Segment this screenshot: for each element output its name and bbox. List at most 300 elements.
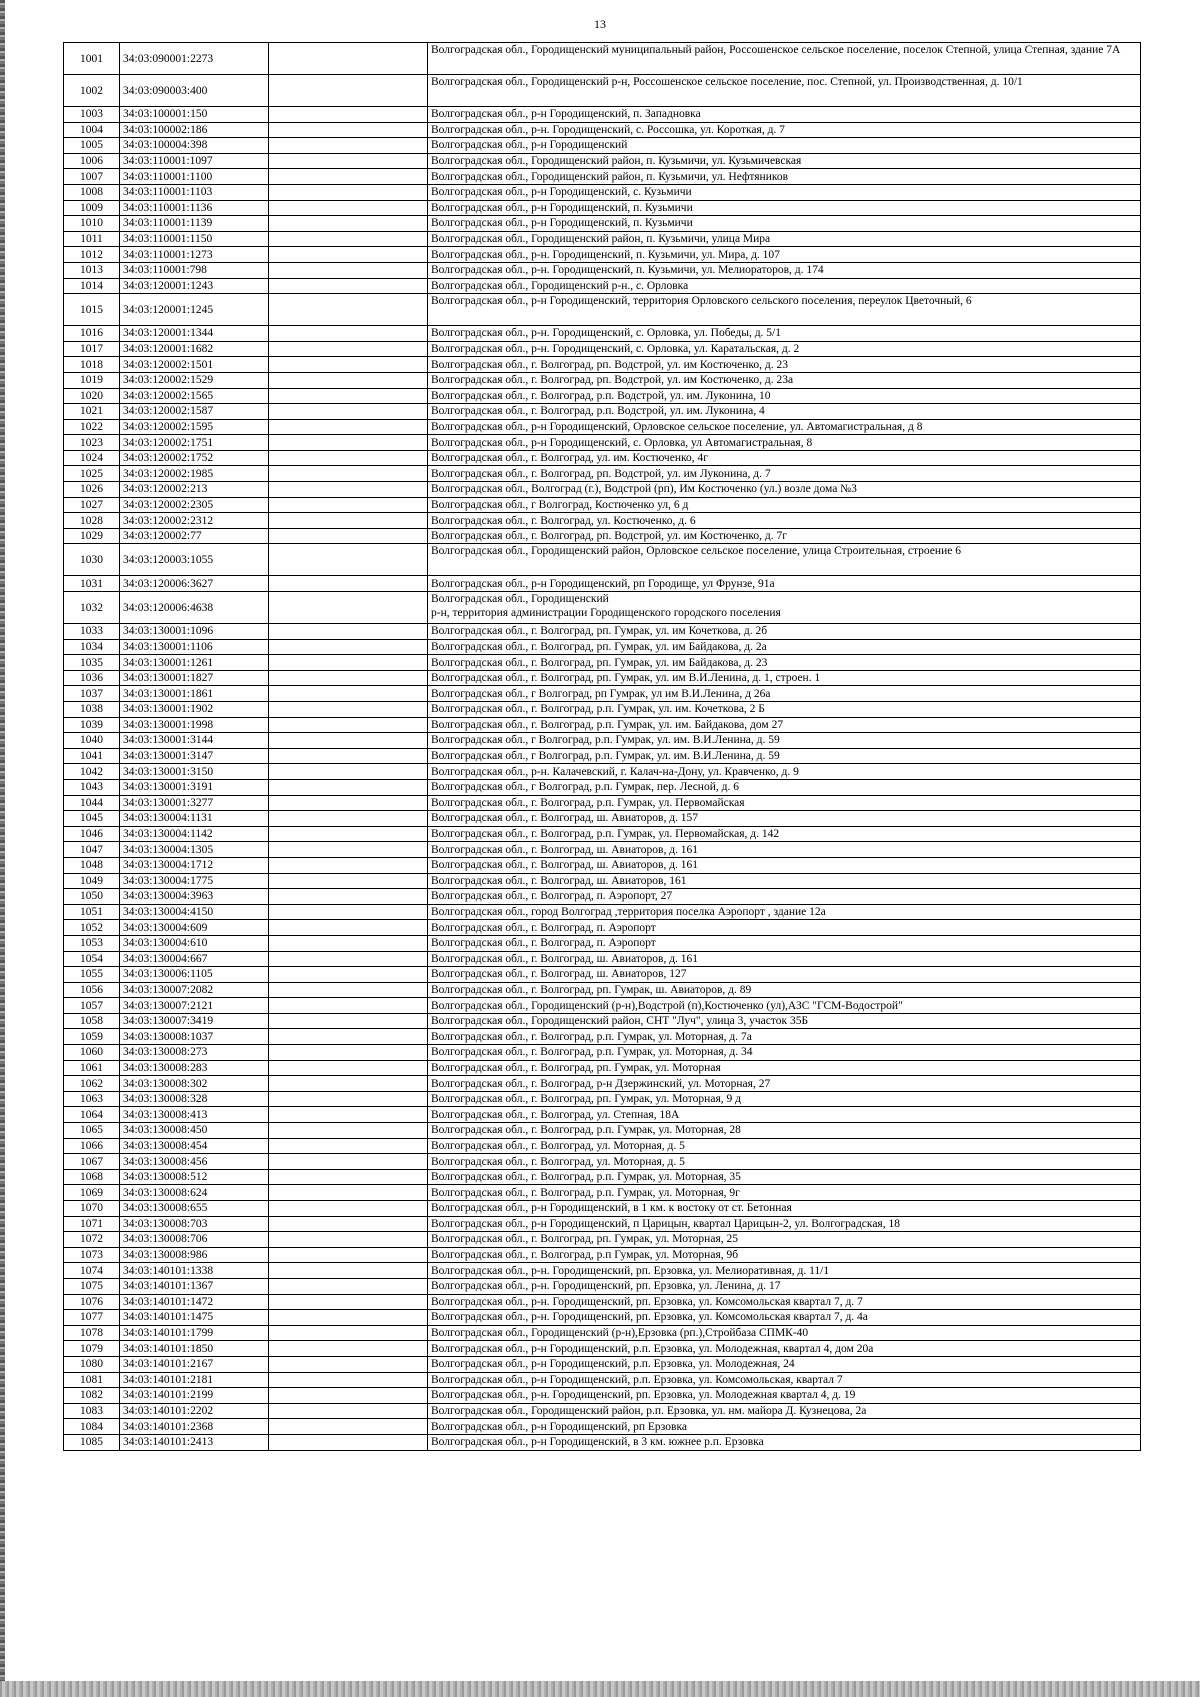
table-row	[64, 326, 1141, 342]
empty-cell	[269, 169, 428, 185]
address-cell: Волгоградская обл., Городищенский район, п. Кузьмичи, ул. Кузьмичевская	[428, 153, 1141, 169]
empty-cell	[269, 1310, 428, 1326]
row-number-cell: 1032	[64, 592, 120, 624]
table-row	[64, 1372, 1141, 1388]
address-cell: Волгоградская обл., г. Волгоград, ул. Моторная, д. 5	[428, 1154, 1141, 1170]
address-cell: Волгоградская обл., Городищенский район, СНТ "Луч", улица 3, участок 35Б	[428, 1013, 1141, 1029]
address-cell: Волгоградская обл., г. Волгоград, ш. Авиаторов, 127	[428, 967, 1141, 983]
table-row	[64, 1216, 1141, 1232]
empty-cell	[269, 998, 428, 1014]
empty-cell	[269, 1123, 428, 1139]
cadastral-number-cell: 34:03:120001:1243	[120, 278, 269, 294]
table-row	[64, 1045, 1141, 1061]
empty-cell	[269, 748, 428, 764]
cadastral-number-cell: 34:03:120002:1751	[120, 435, 269, 451]
empty-cell	[269, 1247, 428, 1263]
row-number-cell: 1085	[64, 1434, 120, 1450]
cadastral-number-cell: 34:03:130007:2082	[120, 982, 269, 998]
address-cell: Волгоградская обл., г. Волгоград, п. Аэропорт	[428, 920, 1141, 936]
table-row	[64, 1294, 1141, 1310]
row-number-cell: 1048	[64, 857, 120, 873]
table-row	[64, 857, 1141, 873]
empty-cell	[269, 435, 428, 451]
empty-cell	[269, 372, 428, 388]
address-cell: Волгоградская обл., Городищенский район, р.п. Ерзовка, ул. нм. майора Д. Кузнецова, 2а	[428, 1403, 1141, 1419]
row-number-cell: 1017	[64, 341, 120, 357]
empty-cell	[269, 1060, 428, 1076]
address-cell: Волгоградская обл., г. Волгоград, р.п. Гумрак, ул. Моторная, 35	[428, 1169, 1141, 1185]
empty-cell	[269, 639, 428, 655]
address-cell: Волгоградская обл., р-н Городищенский, п Царицын, квартал Царицын-2, ул. Волгоградская, 18	[428, 1216, 1141, 1232]
address-cell: Волгоградская обл., р-н Городищенский, с. Орловка, ул Автомагистральная, 8	[428, 435, 1141, 451]
address-cell: Волгоградская обл., р-н Городищенский, п. Западновка	[428, 107, 1141, 123]
cadastral-number-cell: 34:03:130004:609	[120, 920, 269, 936]
row-number-cell: 1053	[64, 935, 120, 951]
empty-cell	[269, 1045, 428, 1061]
cadastral-number-cell: 34:03:100001:150	[120, 107, 269, 123]
address-cell: Волгоградская обл., р-н. Городищенский, п. Кузьмичи, ул. Мира, д. 107	[428, 247, 1141, 263]
table-row	[64, 404, 1141, 420]
address-cell: Волгоградская обл., р-н. Городищенский, с. Россошка, ул. Короткая, д. 7	[428, 122, 1141, 138]
table-row	[64, 231, 1141, 247]
table-row	[64, 935, 1141, 951]
row-number-cell: 1040	[64, 733, 120, 749]
address-cell: Волгоградская обл., Городищенский (р-н),Водстрой (п),Костюченко (ул),АЗС "ГСМ-Водострой"	[428, 998, 1141, 1014]
scan-bottom-artifact	[0, 1681, 1200, 1697]
row-number-cell: 1019	[64, 372, 120, 388]
table-row	[64, 967, 1141, 983]
row-number-cell: 1025	[64, 466, 120, 482]
address-cell: Волгоградская обл., г. Волгоград, ул. им. Костюченко, 4г	[428, 450, 1141, 466]
empty-cell	[269, 294, 428, 326]
cadastral-number-cell: 34:03:130004:1142	[120, 826, 269, 842]
table-row	[64, 372, 1141, 388]
empty-cell	[269, 1356, 428, 1372]
address-cell: Волгоградская обл., р-н. Городищенский, п. Кузьмичи, ул. Мелиораторов, д. 174	[428, 262, 1141, 278]
row-number-cell: 1015	[64, 294, 120, 326]
row-number-cell: 1028	[64, 513, 120, 529]
row-number-cell: 1084	[64, 1419, 120, 1435]
cadastral-number-cell: 34:03:130004:1131	[120, 811, 269, 827]
table-row	[64, 1091, 1141, 1107]
row-number-cell: 1057	[64, 998, 120, 1014]
table-row	[64, 811, 1141, 827]
address-cell: Волгоградская обл., г Волгоград, Костюченко ул, 6 д	[428, 497, 1141, 513]
cadastral-number-cell: 34:03:130004:610	[120, 935, 269, 951]
row-number-cell: 1039	[64, 717, 120, 733]
cadastral-number-cell: 34:03:120002:1565	[120, 388, 269, 404]
table-row	[64, 169, 1141, 185]
address-cell: Волгоградская обл., г Волгоград, рп Гумрак, ул им В.И.Ленина, д 26а	[428, 686, 1141, 702]
empty-cell	[269, 497, 428, 513]
cadastral-number-cell: 34:03:130001:3191	[120, 779, 269, 795]
table-row	[64, 1247, 1141, 1263]
table-row	[64, 341, 1141, 357]
cadastral-number-cell: 34:03:120002:1587	[120, 404, 269, 420]
row-number-cell: 1027	[64, 497, 120, 513]
address-cell: Волгоградская обл., г. Волгоград, ул. Степная, 18А	[428, 1107, 1141, 1123]
table-row	[64, 670, 1141, 686]
row-number-cell: 1049	[64, 873, 120, 889]
table-row	[64, 1029, 1141, 1045]
cadastral-number-cell: 34:03:130004:3963	[120, 889, 269, 905]
empty-cell	[269, 733, 428, 749]
table-row	[64, 1169, 1141, 1185]
row-number-cell: 1061	[64, 1060, 120, 1076]
address-cell: Волгоградская обл., р-н Городищенский, рп Городище, ул Фрунзе, 91а	[428, 576, 1141, 592]
table-row	[64, 842, 1141, 858]
cadastral-number-cell: 34:03:130008:456	[120, 1154, 269, 1170]
row-number-cell: 1029	[64, 528, 120, 544]
cadastral-number-cell: 34:03:130001:3147	[120, 748, 269, 764]
row-number-cell: 1054	[64, 951, 120, 967]
cadastral-number-cell: 34:03:120002:1529	[120, 372, 269, 388]
table-row	[64, 702, 1141, 718]
empty-cell	[269, 1372, 428, 1388]
row-number-cell: 1033	[64, 624, 120, 640]
empty-cell	[269, 231, 428, 247]
address-cell: Волгоградская обл., г. Волгоград, рп. Водстрой, ул. им Луконина, д. 7	[428, 466, 1141, 482]
table-row	[64, 216, 1141, 232]
row-number-cell: 1044	[64, 795, 120, 811]
empty-cell	[269, 1154, 428, 1170]
row-number-cell: 1069	[64, 1185, 120, 1201]
empty-cell	[269, 1278, 428, 1294]
row-number-cell: 1080	[64, 1356, 120, 1372]
empty-cell	[269, 655, 428, 671]
cadastral-number-cell: 34:03:130008:624	[120, 1185, 269, 1201]
empty-cell	[269, 1076, 428, 1092]
address-cell: Волгоградская обл., р-н. Городищенский, с. Орловка, ул. Каратальская, д. 2	[428, 341, 1141, 357]
table-row	[64, 184, 1141, 200]
row-number-cell: 1062	[64, 1076, 120, 1092]
row-number-cell: 1004	[64, 122, 120, 138]
table-row	[64, 435, 1141, 451]
cadastral-number-cell: 34:03:120002:1501	[120, 357, 269, 373]
table-row	[64, 544, 1141, 576]
table-row	[64, 247, 1141, 263]
empty-cell	[269, 1185, 428, 1201]
row-number-cell: 1045	[64, 811, 120, 827]
address-cell: Волгоградская обл., г. Волгоград, рп. Гумрак, ш. Авиаторов, д. 89	[428, 982, 1141, 998]
cadastral-number-cell: 34:03:140101:2413	[120, 1434, 269, 1450]
cadastral-number-cell: 34:03:120002:1595	[120, 419, 269, 435]
table-row	[64, 655, 1141, 671]
address-cell: Волгоградская обл., г. Волгоград, р.п. Водстрой, ул. им. Луконина, 4	[428, 404, 1141, 420]
row-number-cell: 1066	[64, 1138, 120, 1154]
empty-cell	[269, 138, 428, 154]
cadastral-number-cell: 34:03:130001:1998	[120, 717, 269, 733]
cadastral-number-cell: 34:03:130008:273	[120, 1045, 269, 1061]
cadastral-number-cell: 34:03:120001:1682	[120, 341, 269, 357]
empty-cell	[269, 75, 428, 107]
address-cell: Волгоградская обл., г. Волгоград, р.п Гумрак, ул. Моторная, 9б	[428, 1247, 1141, 1263]
empty-cell	[269, 247, 428, 263]
cadastral-number-cell: 34:03:130001:3277	[120, 795, 269, 811]
cadastral-number-cell: 34:03:100002:186	[120, 122, 269, 138]
address-cell: Волгоградская обл., р-н Городищенский, п. Кузьмичи	[428, 200, 1141, 216]
table-row	[64, 75, 1141, 107]
empty-cell	[269, 1107, 428, 1123]
address-cell: Волгоградская обл., г. Волгоград, рп. Гумрак, ул. Моторная	[428, 1060, 1141, 1076]
cadastral-number-cell: 34:03:130001:1261	[120, 655, 269, 671]
table-row	[64, 513, 1141, 529]
cadastral-number-cell: 34:03:130004:4150	[120, 904, 269, 920]
row-number-cell: 1077	[64, 1310, 120, 1326]
address-cell: Волгоградская обл., Городищенский муниципальный район, Россошенское сельское поселение, поселок Степной, улица Степная, здание 7А	[428, 43, 1141, 75]
table-row	[64, 1154, 1141, 1170]
empty-cell	[269, 1325, 428, 1341]
row-number-cell: 1043	[64, 779, 120, 795]
empty-cell	[269, 764, 428, 780]
address-cell: Волгоградская обл., р-н Городищенский, р.п. Ерзовка, ул. Молодежная, квартал 4, дом 20а	[428, 1341, 1141, 1357]
row-number-cell: 1046	[64, 826, 120, 842]
address-cell: Волгоградская обл., г. Волгоград, рп. Водстрой, ул. им Костюченко, д. 23а	[428, 372, 1141, 388]
address-cell: Волгоградская обл., р-н Городищенский, п. Кузьмичи	[428, 216, 1141, 232]
address-cell: Волгоградская обл., г. Волгоград, р.п. Гумрак, ул. им. Кочеткова, 2 Б	[428, 702, 1141, 718]
table-row	[64, 200, 1141, 216]
address-cell: Волгоградская обл., р-н Городищенский, с. Кузьмичи	[428, 184, 1141, 200]
cadastral-number-cell: 34:03:140101:1475	[120, 1310, 269, 1326]
row-number-cell: 1002	[64, 75, 120, 107]
scan-edge-artifact	[0, 0, 5, 1697]
table-row	[64, 138, 1141, 154]
empty-cell	[269, 1029, 428, 1045]
cadastral-number-cell: 34:03:130008:655	[120, 1201, 269, 1217]
row-number-cell: 1072	[64, 1232, 120, 1248]
row-number-cell: 1036	[64, 670, 120, 686]
empty-cell	[269, 967, 428, 983]
table-row	[64, 733, 1141, 749]
table-row	[64, 639, 1141, 655]
empty-cell	[269, 1419, 428, 1435]
row-number-cell: 1064	[64, 1107, 120, 1123]
row-number-cell: 1068	[64, 1169, 120, 1185]
table-row	[64, 904, 1141, 920]
table-row	[64, 153, 1141, 169]
table-row	[64, 43, 1141, 75]
table-row	[64, 1013, 1141, 1029]
address-cell: Волгоградская обл., р-н Городищенский, в 1 км. к востоку от ст. Бетонная	[428, 1201, 1141, 1217]
table-row	[64, 1434, 1141, 1450]
address-cell: Волгоградская обл., г. Волгоград, рп. Гумрак, ул. им В.И.Ленина, д. 1, строен. 1	[428, 670, 1141, 686]
cadastral-number-cell: 34:03:130008:283	[120, 1060, 269, 1076]
address-cell: Волгоградская обл., г. Волгоград, рп. Гумрак, ул. Моторная, 25	[428, 1232, 1141, 1248]
cadastral-number-cell: 34:03:140101:1850	[120, 1341, 269, 1357]
address-cell: Волгоградская обл., г. Волгоград, ш. Авиаторов, д. 161	[428, 951, 1141, 967]
empty-cell	[269, 686, 428, 702]
address-cell: Волгоградская обл., г. Волгоград, р.п. Водстрой, ул. им. Луконина, 10	[428, 388, 1141, 404]
empty-cell	[269, 857, 428, 873]
address-cell: Волгоградская обл., г. Волгоград, ш. Авиаторов, д. 161	[428, 842, 1141, 858]
table-row	[64, 1263, 1141, 1279]
cadastral-number-cell: 34:03:130007:2121	[120, 998, 269, 1014]
table-row	[64, 1419, 1141, 1435]
address-cell: Волгоградская обл., г. Волгоград, рп. Гумрак, ул. Моторная, 9 д	[428, 1091, 1141, 1107]
table-row	[64, 1310, 1141, 1326]
row-number-cell: 1073	[64, 1247, 120, 1263]
registry-table-body	[64, 43, 1141, 1451]
address-cell: Волгоградская обл., г. Волгоград, рп. Водстрой, ул. им Костюченко, д. 23	[428, 357, 1141, 373]
row-number-cell: 1003	[64, 107, 120, 123]
empty-cell	[269, 1388, 428, 1404]
empty-cell	[269, 278, 428, 294]
row-number-cell: 1075	[64, 1278, 120, 1294]
row-number-cell: 1026	[64, 482, 120, 498]
row-number-cell: 1008	[64, 184, 120, 200]
cadastral-number-cell: 34:03:120002:2305	[120, 497, 269, 513]
table-row	[64, 1325, 1141, 1341]
row-number-cell: 1071	[64, 1216, 120, 1232]
empty-cell	[269, 1263, 428, 1279]
address-cell: Волгоградская обл., р-н Городищенский, в 3 км. южнее р.п. Ерзовка	[428, 1434, 1141, 1450]
empty-cell	[269, 1434, 428, 1450]
address-cell: Волгоградская обл., г. Волгоград, ул. Моторная, д. 5	[428, 1138, 1141, 1154]
empty-cell	[269, 795, 428, 811]
row-number-cell: 1052	[64, 920, 120, 936]
row-number-cell: 1011	[64, 231, 120, 247]
address-cell: Волгоградская обл., Городищенский р-н, территория администрации Городищенского городского поселения	[428, 592, 1141, 624]
address-cell: Волгоградская обл., г. Волгоград, ул. Костюченко, д. 6	[428, 513, 1141, 529]
empty-cell	[269, 466, 428, 482]
cadastral-number-cell: 34:03:140101:2199	[120, 1388, 269, 1404]
address-cell: Волгоградская обл., р-н. Городищенский, с. Орловка, ул. Победы, д. 5/1	[428, 326, 1141, 342]
address-cell: Волгоградская обл., р-н Городищенский	[428, 138, 1141, 154]
table-row	[64, 1341, 1141, 1357]
table-row	[64, 795, 1141, 811]
address-cell: Волгоградская обл., г. Волгоград, п. Аэропорт, 27	[428, 889, 1141, 905]
cadastral-number-cell: 34:03:120001:1344	[120, 326, 269, 342]
table-row	[64, 122, 1141, 138]
row-number-cell: 1005	[64, 138, 120, 154]
cadastral-number-cell: 34:03:120002:77	[120, 528, 269, 544]
empty-cell	[269, 404, 428, 420]
table-row	[64, 419, 1141, 435]
cadastral-number-cell: 34:03:130008:302	[120, 1076, 269, 1092]
empty-cell	[269, 43, 428, 75]
table-row	[64, 262, 1141, 278]
table-row	[64, 278, 1141, 294]
row-number-cell: 1051	[64, 904, 120, 920]
table-row	[64, 951, 1141, 967]
table-row	[64, 1403, 1141, 1419]
address-cell: Волгоградская обл., г. Волгоград, р.п. Гумрак, ул. Моторная, д. 34	[428, 1045, 1141, 1061]
empty-cell	[269, 951, 428, 967]
cadastral-number-cell: 34:03:110001:1103	[120, 184, 269, 200]
address-cell: Волгоградская обл., г. Волгоград, р-н Дзержинский, ул. Моторная, 27	[428, 1076, 1141, 1092]
row-number-cell: 1038	[64, 702, 120, 718]
empty-cell	[269, 450, 428, 466]
cadastral-number-cell: 34:03:120002:213	[120, 482, 269, 498]
address-cell: Волгоградская обл., г. Волгоград, р.п. Гумрак, ул. Моторная, 9г	[428, 1185, 1141, 1201]
address-cell: Волгоградская обл., г. Волгоград, рп. Гумрак, ул. им Кочеткова, д. 2б	[428, 624, 1141, 640]
address-cell: Волгоградская обл., Городищенский (р-н),Ерзовка (рп.),Стройбаза СПМК-40	[428, 1325, 1141, 1341]
address-cell: Волгоградская обл., г. Волгоград, рп. Водстрой, ул. им Костюченко, д. 7г	[428, 528, 1141, 544]
table-row	[64, 1278, 1141, 1294]
empty-cell	[269, 357, 428, 373]
page-number: 13	[594, 17, 606, 31]
address-cell: Волгоградская обл., г Волгоград, р.п. Гумрак, ул. им. В.И.Ленина, д. 59	[428, 748, 1141, 764]
cadastral-number-cell: 34:03:120002:2312	[120, 513, 269, 529]
table-row	[64, 779, 1141, 795]
address-cell: Волгоградская обл., Городищенский район, п. Кузьмичи, ул. Нефтяников	[428, 169, 1141, 185]
cadastral-number-cell: 34:03:130001:1902	[120, 702, 269, 718]
row-number-cell: 1065	[64, 1123, 120, 1139]
address-cell: Волгоградская обл., г. Волгоград, ш. Авиаторов, д. 157	[428, 811, 1141, 827]
table-row	[64, 873, 1141, 889]
table-row	[64, 717, 1141, 733]
address-cell: Волгоградская обл., г Волгоград, р.п. Гумрак, ул. им. В.И.Ленина, д. 59	[428, 733, 1141, 749]
cadastral-number-cell: 34:03:110001:1100	[120, 169, 269, 185]
address-cell: Волгоградская обл., р-н Городищенский, Орловское сельское поселение, ул. Автомагистральная, д 8	[428, 419, 1141, 435]
cadastral-number-cell: 34:03:090003:400	[120, 75, 269, 107]
address-cell: Волгоградская обл., р-н Городищенский, рп Ерзовка	[428, 1419, 1141, 1435]
table-row	[64, 482, 1141, 498]
address-cell: Волгоградская обл., г. Волгоград, р.п. Гумрак, ул. Первомайская	[428, 795, 1141, 811]
table-row	[64, 1107, 1141, 1123]
row-number-cell: 1022	[64, 419, 120, 435]
address-cell: Волгоградская обл., р-н Городищенский, территория Орловского сельского поселения, переулок Цветочный, 6	[428, 294, 1141, 326]
row-number-cell: 1070	[64, 1201, 120, 1217]
empty-cell	[269, 184, 428, 200]
row-number-cell: 1010	[64, 216, 120, 232]
row-number-cell: 1050	[64, 889, 120, 905]
address-cell: Волгоградская обл., р-н. Калачевский, г. Калач-на-Дону, ул. Кравченко, д. 9	[428, 764, 1141, 780]
cadastral-number-cell: 34:03:120002:1752	[120, 450, 269, 466]
empty-cell	[269, 388, 428, 404]
registry-table	[63, 42, 1141, 1451]
address-cell: Волгоградская обл., р-н Городищенский, р.п. Ерзовка, ул. Комсомольская, квартал 7	[428, 1372, 1141, 1388]
row-number-cell: 1058	[64, 1013, 120, 1029]
row-number-cell: 1020	[64, 388, 120, 404]
row-number-cell: 1035	[64, 655, 120, 671]
address-cell: Волгоградская обл., р-н. Городищенский, рп. Ерзовка, ул. Комсомольская квартал 7, д. 7	[428, 1294, 1141, 1310]
row-number-cell: 1079	[64, 1341, 120, 1357]
empty-cell	[269, 889, 428, 905]
cadastral-number-cell: 34:03:130006:1105	[120, 967, 269, 983]
empty-cell	[269, 107, 428, 123]
cadastral-number-cell: 34:03:130008:413	[120, 1107, 269, 1123]
empty-cell	[269, 1403, 428, 1419]
table-row	[64, 294, 1141, 326]
address-cell: Волгоградская обл., р-н. Городищенский, рп. Ерзовка, ул. Молодежная квартал 4, д. 19	[428, 1388, 1141, 1404]
row-number-cell: 1060	[64, 1045, 120, 1061]
address-cell: Волгоградская обл., Городищенский район, п. Кузьмичи, улица Мира	[428, 231, 1141, 247]
row-number-cell: 1067	[64, 1154, 120, 1170]
cadastral-number-cell: 34:03:130004:1712	[120, 857, 269, 873]
cadastral-number-cell: 34:03:130008:706	[120, 1232, 269, 1248]
empty-cell	[269, 482, 428, 498]
cadastral-number-cell: 34:03:090001:2273	[120, 43, 269, 75]
row-number-cell: 1041	[64, 748, 120, 764]
cadastral-number-cell: 34:03:130004:667	[120, 951, 269, 967]
cadastral-number-cell: 34:03:120001:1245	[120, 294, 269, 326]
row-number-cell: 1034	[64, 639, 120, 655]
cadastral-number-cell: 34:03:140101:2368	[120, 1419, 269, 1435]
row-number-cell: 1007	[64, 169, 120, 185]
address-cell: Волгоградская обл., Городищенский р-н, Россошенское сельское поселение, пос. Степной, ул. Производственная, д. 10/1	[428, 75, 1141, 107]
cadastral-number-cell: 34:03:110001:1150	[120, 231, 269, 247]
row-number-cell: 1042	[64, 764, 120, 780]
empty-cell	[269, 216, 428, 232]
row-number-cell: 1009	[64, 200, 120, 216]
empty-cell	[269, 262, 428, 278]
empty-cell	[269, 326, 428, 342]
row-number-cell: 1056	[64, 982, 120, 998]
address-cell: Волгоградская обл., город Волгоград ,территория поселка Аэропорт , здание 12а	[428, 904, 1141, 920]
empty-cell	[269, 1138, 428, 1154]
row-number-cell: 1012	[64, 247, 120, 263]
